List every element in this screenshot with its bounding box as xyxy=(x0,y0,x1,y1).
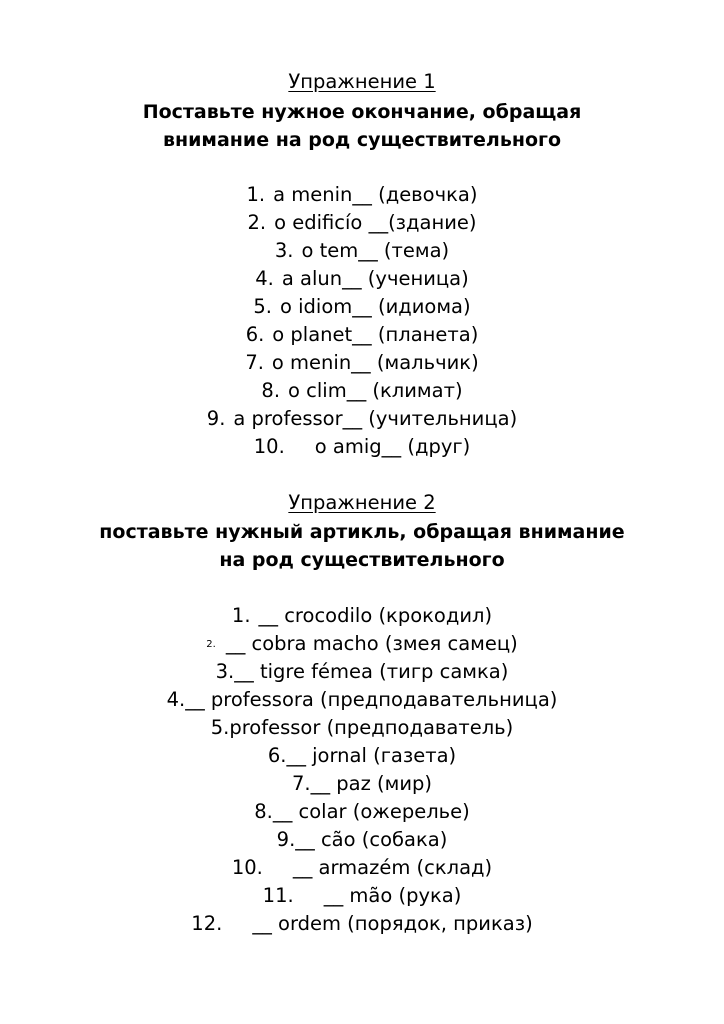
exercise2-item-10 xyxy=(0,854,724,882)
item-number: 7. xyxy=(245,351,264,374)
item-text: o clim__ (климат) xyxy=(288,379,463,402)
item-number: 2. xyxy=(247,211,267,234)
item-number: 5. xyxy=(253,295,272,318)
item-number: 3. xyxy=(215,660,235,683)
exercise2-item-9 xyxy=(0,826,724,854)
item-text: __ professora (предподавательница) xyxy=(185,688,558,711)
exercise1-item-2 xyxy=(0,209,724,237)
item-text: o tem__ (тема) xyxy=(301,239,450,262)
item-number: 1. xyxy=(231,604,251,627)
item-text: professor (предподаватель) xyxy=(229,716,514,739)
exercise2-instruction-line2: на род существительного xyxy=(219,549,505,571)
item-number: 2. xyxy=(206,638,216,650)
item-number: 10. xyxy=(231,856,263,879)
item-text: a menin__ (девочка) xyxy=(273,183,478,206)
item-number: 1. xyxy=(246,183,266,206)
item-text: __ cobra macho (змея самец) xyxy=(225,632,518,655)
item-text: o amig__ (друг) xyxy=(314,435,471,458)
item-number: 4. xyxy=(166,688,186,711)
exercise2-heading: Упражнение 2 xyxy=(288,491,436,514)
item-text: o menin__ (мальчик) xyxy=(271,351,479,374)
exercise2-item-1 xyxy=(0,602,724,630)
item-text: __ ordem (порядок, приказ) xyxy=(252,912,533,935)
exercise2-item-5 xyxy=(0,714,724,742)
exercise1-heading: Упражнение 1 xyxy=(288,70,436,93)
item-number: 9. xyxy=(276,828,296,851)
item-text: __ jornal (газета) xyxy=(286,744,457,767)
exercise1-item-6 xyxy=(0,321,724,349)
item-text: a alun__ (ученица) xyxy=(281,267,469,290)
exercise1-item-3 xyxy=(0,237,724,265)
exercise1-item-10 xyxy=(0,433,724,461)
item-text: o idiom__ (идиома) xyxy=(280,295,471,318)
item-text: o edificío __(здание) xyxy=(274,211,477,234)
exercise1-instruction-line2: внимание на род существительного xyxy=(162,129,562,151)
item-text: __ tigre fémea (тигр самка) xyxy=(234,660,509,683)
exercise2-instruction-line1: поставьте нужный артикль, обращая внимание xyxy=(99,521,625,543)
item-number: 9. xyxy=(206,407,226,430)
item-text: o planet__ (планета) xyxy=(272,323,479,346)
exercise1-item-4 xyxy=(0,265,724,293)
item-number: 10. xyxy=(253,435,285,458)
item-text: __ cão (собака) xyxy=(295,828,448,851)
item-text: __ paz (мир) xyxy=(310,772,433,795)
item-text: __ crocodilo (крокодил) xyxy=(258,604,493,627)
item-text: __ mão (рука) xyxy=(323,884,462,907)
exercise1-instruction-line1: Поставьте нужное окончание, обращая xyxy=(142,101,582,123)
item-text: a professor__ (учительница) xyxy=(233,407,518,430)
item-number: 7. xyxy=(291,772,311,795)
item-number: 12. xyxy=(191,912,223,935)
exercise1-item-9 xyxy=(0,405,724,433)
item-number: 8. xyxy=(254,800,273,823)
exercise1-item-5 xyxy=(0,293,724,321)
exercise1-item-7 xyxy=(0,349,724,377)
item-number: 6. xyxy=(245,323,265,346)
exercise2-item-2 xyxy=(0,630,724,659)
exercise2-item-7 xyxy=(0,770,724,798)
exercise2-item-6 xyxy=(0,742,724,770)
item-number: 4. xyxy=(255,267,274,290)
item-number: 11. xyxy=(262,884,294,907)
exercise1-item-1 xyxy=(0,181,724,209)
exercise2-item-11 xyxy=(0,882,724,910)
item-text: __ armazém (склад) xyxy=(292,856,493,879)
item-number: 3. xyxy=(274,239,294,262)
exercise2-item-8 xyxy=(0,798,724,826)
exercise1-item-8 xyxy=(0,377,724,405)
exercise2-item-3 xyxy=(0,658,724,686)
item-text: __ colar (ожерелье) xyxy=(272,800,470,823)
item-number: 5. xyxy=(210,716,230,739)
item-number: 8. xyxy=(261,379,281,402)
exercise2-item-12 xyxy=(0,910,724,938)
exercise2-item-4 xyxy=(0,686,724,714)
item-number: 6. xyxy=(267,744,287,767)
